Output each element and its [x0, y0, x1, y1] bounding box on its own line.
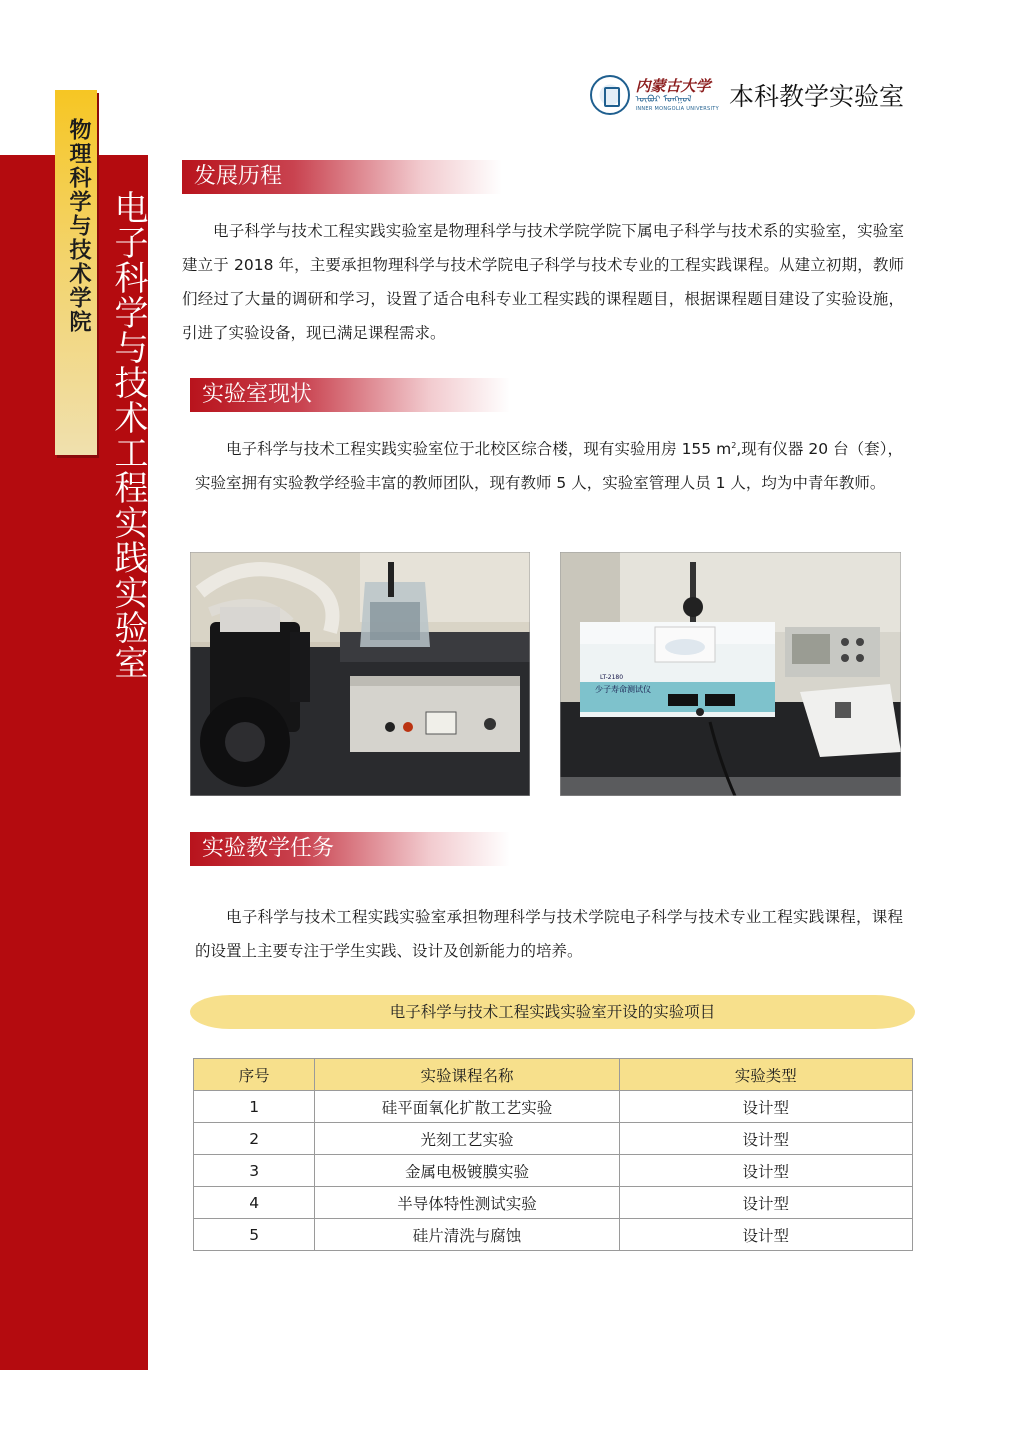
cell-type: 设计型	[619, 1091, 912, 1123]
history-paragraph: 电子科学与技术工程实践实验室是物理科学与技术学院学院下属电子科学与技术系的实验室，实验室建立于 2018 年，主要承担物理科学与技术学院电子科学与技术专业的工程实践课程。从建立初期，教师们经过了大量的调研和学习，设置了适合电科专业工程实践的课程题目，根据课程题目建设了实验设施，引进了实验设备，现已满足课程需求。	[182, 222, 904, 342]
table-row	[194, 1091, 913, 1123]
cell-index: 1	[194, 1091, 315, 1123]
tester-photo	[560, 552, 901, 796]
cell-type: 设计型	[619, 1187, 912, 1219]
lab-vertical-title: 电子科学与技术工程实践实验室	[108, 190, 148, 680]
section-title-history: 发展历程	[182, 160, 502, 194]
tester-device-model: LT-2180	[600, 674, 624, 681]
cell-index: 2	[194, 1123, 315, 1155]
status-superscript: 2	[731, 440, 737, 450]
university-seal-icon	[590, 75, 630, 115]
cell-index: 3	[194, 1155, 315, 1187]
status-text-after: ,现有仪器 20 台（套），实验室拥有实验教学经验丰富的教师团队，现有教师 5 人，实验室管理人员 1 人，均为中青年教师。	[195, 440, 903, 492]
table-header-row	[194, 1059, 913, 1091]
cell-course-name: 金属电极镀膜实验	[315, 1155, 619, 1187]
header-course-name: 实验课程名称	[315, 1059, 619, 1091]
college-name: 物理科学与技术学院	[66, 118, 92, 334]
cell-course-name: 半导体特性测试实验	[315, 1187, 619, 1219]
section-title-status: 实验室现状	[190, 378, 510, 412]
table-title-banner: 电子科学与技术工程实践实验室开设的实验项目	[190, 995, 915, 1029]
experiment-table	[193, 1058, 913, 1251]
university-script-name: 内蒙古大学	[635, 76, 711, 95]
header-type: 实验类型	[619, 1059, 912, 1091]
table-row	[194, 1219, 913, 1251]
cell-type: 设计型	[619, 1219, 912, 1251]
section-title-tasks: 实验教学任务	[190, 832, 510, 866]
university-logo	[635, 76, 719, 112]
cell-type: 设计型	[619, 1123, 912, 1155]
table-row	[194, 1123, 913, 1155]
college-tab	[55, 90, 97, 455]
tasks-paragraph: 电子科学与技术工程实践实验室承担物理科学与技术学院电子科学与技术专业工程实践课程，课程的设置上主要专注于学生实践、设计及创新能力的培养。	[195, 908, 903, 960]
cell-index: 5	[194, 1219, 315, 1251]
university-mongolian-name: ᠥᠪᠦᠷ ᠮᠣᠩᠭᠣᠯ	[635, 94, 692, 105]
status-text-before: 电子科学与技术工程实践实验室位于北校区综合楼，现有实验用房 155 m	[226, 440, 732, 458]
cell-course-name: 硅片清洗与腐蚀	[315, 1219, 619, 1251]
vacuum-coater-photo	[190, 552, 530, 796]
header-lab-name: 本科教学实验室	[728, 82, 904, 111]
cell-course-name: 硅平面氧化扩散工艺实验	[315, 1091, 619, 1123]
university-english-name: INNER MONGOLIA UNIVERSITY	[635, 105, 719, 112]
status-paragraph	[195, 432, 903, 500]
cell-type: 设计型	[619, 1155, 912, 1187]
table-row	[194, 1187, 913, 1219]
page-header	[590, 70, 904, 120]
header-index: 序号	[194, 1059, 315, 1091]
cell-index: 4	[194, 1187, 315, 1219]
table-row	[194, 1155, 913, 1187]
cell-course-name: 光刻工艺实验	[315, 1123, 619, 1155]
tester-device-label: 少子寿命测试仪	[595, 685, 651, 694]
